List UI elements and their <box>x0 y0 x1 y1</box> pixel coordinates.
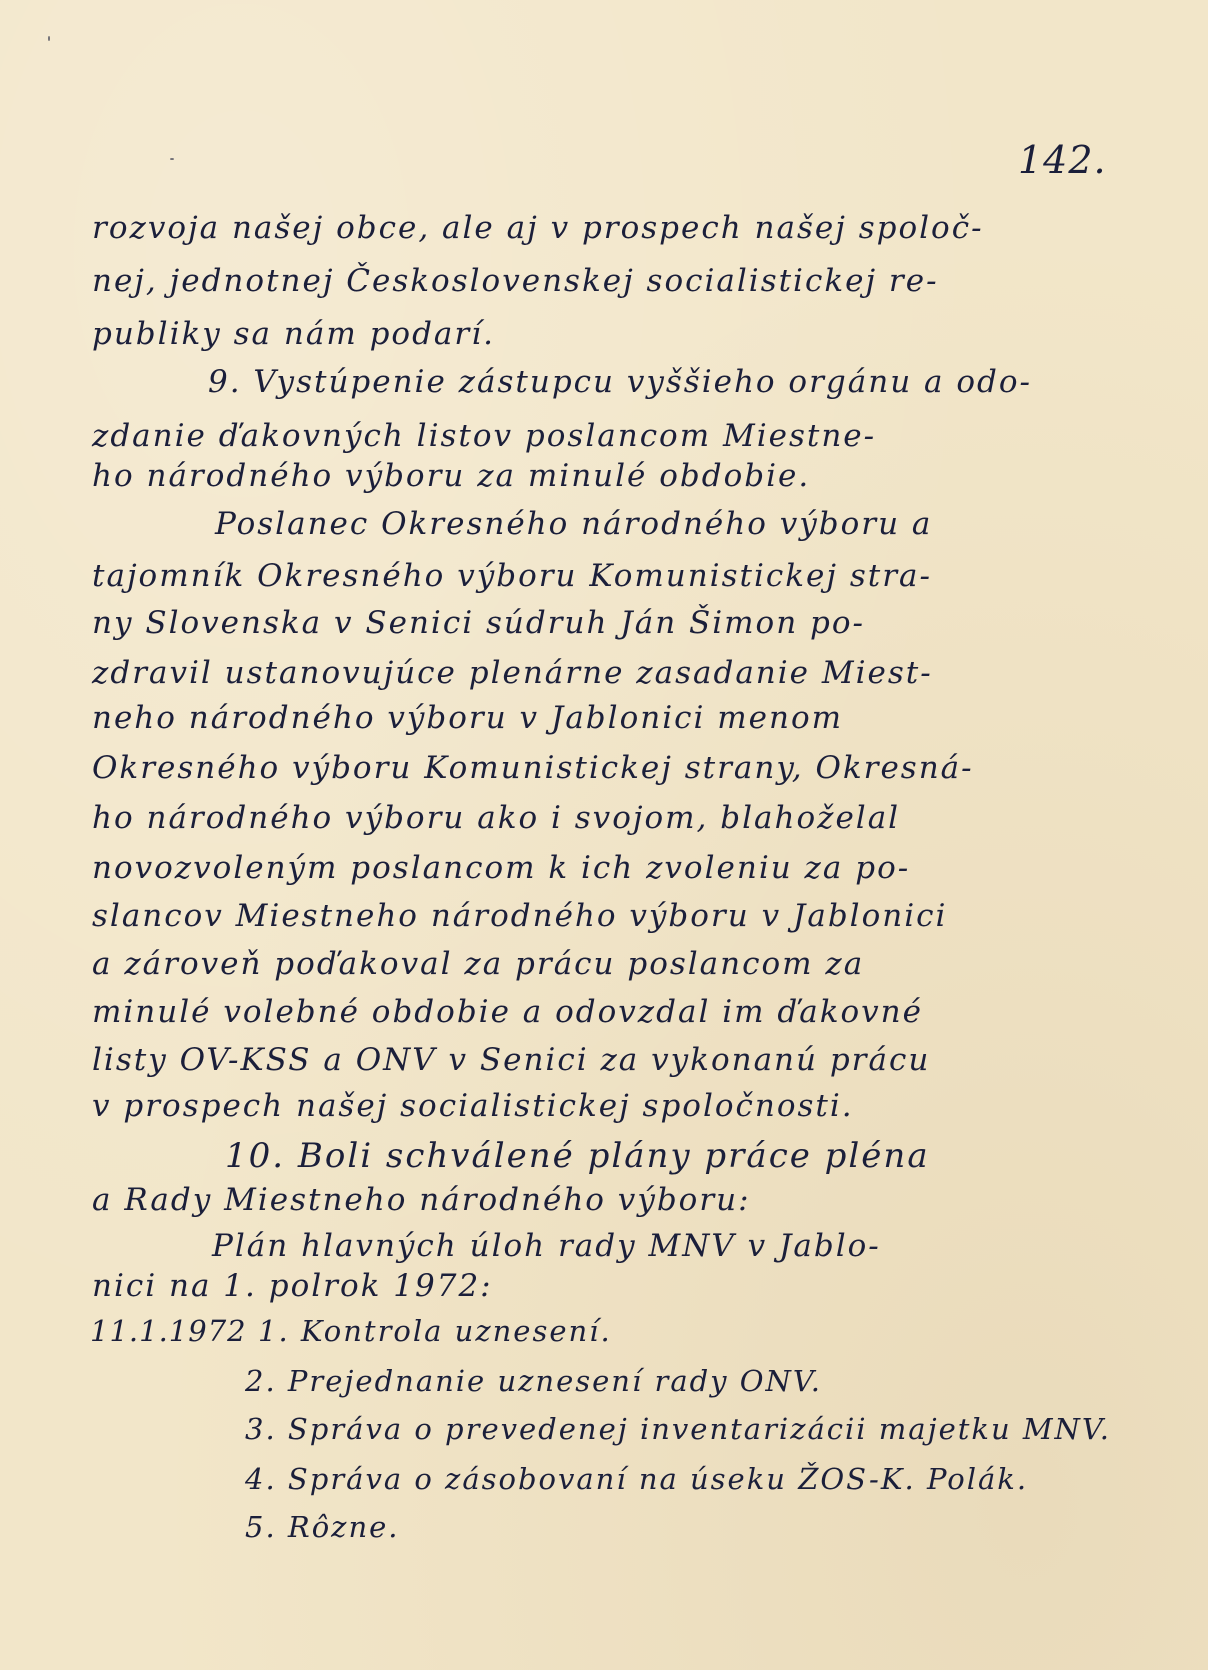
text-line: tajomník Okresného výboru Komunistickej stra- <box>92 558 932 594</box>
agenda-item: 2. Prejednanie uznesení rady ONV. <box>245 1364 823 1398</box>
agenda-item: 5. Rôzne. <box>245 1510 400 1544</box>
text-line: Poslanec Okresného národného výboru a <box>215 506 933 542</box>
agenda-date: 11.1.1972 <box>90 1314 247 1348</box>
ink-speck <box>48 36 50 41</box>
agenda-item: 3. Správa o prevedenej inventarizácii majetku MNV. <box>245 1412 1112 1446</box>
page-number: 142. <box>1018 138 1107 182</box>
text-line: nici na 1. polrok 1972: <box>92 1268 493 1304</box>
text-line: v prospech našej socialistickej spoločnosti. <box>92 1088 854 1124</box>
text-line: slancov Miestneho národného výboru v Jablonici <box>92 898 948 934</box>
ink-speck <box>170 158 174 160</box>
text-line: novozvoleným poslancom k ich zvoleniu za po- <box>92 850 911 886</box>
text-line: nej, jednotnej Československej socialistickej re- <box>92 263 939 299</box>
text-line: Okresného výboru Komunistickej strany, Okresná- <box>92 750 974 786</box>
text-line: publiky sa nám podarí. <box>92 316 495 352</box>
text-line: 9. Vystúpenie zástupcu vyššieho orgánu a odo- <box>208 364 1033 400</box>
text-line: zdanie ďakovných listov poslancom Miestne- <box>92 418 877 454</box>
text-line: a Rady Miestneho národného výboru: <box>92 1182 751 1218</box>
text-line: a zároveň poďakoval za prácu poslancom za <box>92 946 865 982</box>
text-line: Plán hlavných úloh rady MNV v Jablo- <box>212 1228 881 1264</box>
agenda-item: 4. Správa o zásobovaní na úseku ŽOS-K. Polák. <box>245 1462 1029 1496</box>
text-line: zdravil ustanovujúce plenárne zasadanie Miest- <box>92 655 933 691</box>
text-line: listy OV-KSS a ONV v Senici za vykonanú prácu <box>92 1042 931 1078</box>
text-line: 10. Boli schválené plány práce pléna <box>225 1136 930 1176</box>
text-line: ho národného výboru ako i svojom, blahoželal <box>92 800 901 836</box>
text-line: ny Slovenska v Senici súdruh Ján Šimon po- <box>92 605 866 641</box>
text-line: rozvoja našej obce, ale aj v prospech našej spoloč- <box>92 210 984 246</box>
text-line: neho národného výboru v Jablonici menom <box>92 700 844 736</box>
text-line: ho národného výboru za minulé obdobie. <box>92 458 811 494</box>
text-line: minulé volebné obdobie a odovzdal im ďakovné <box>92 994 923 1030</box>
agenda-item: 1. Kontrola uznesení. <box>258 1314 612 1348</box>
